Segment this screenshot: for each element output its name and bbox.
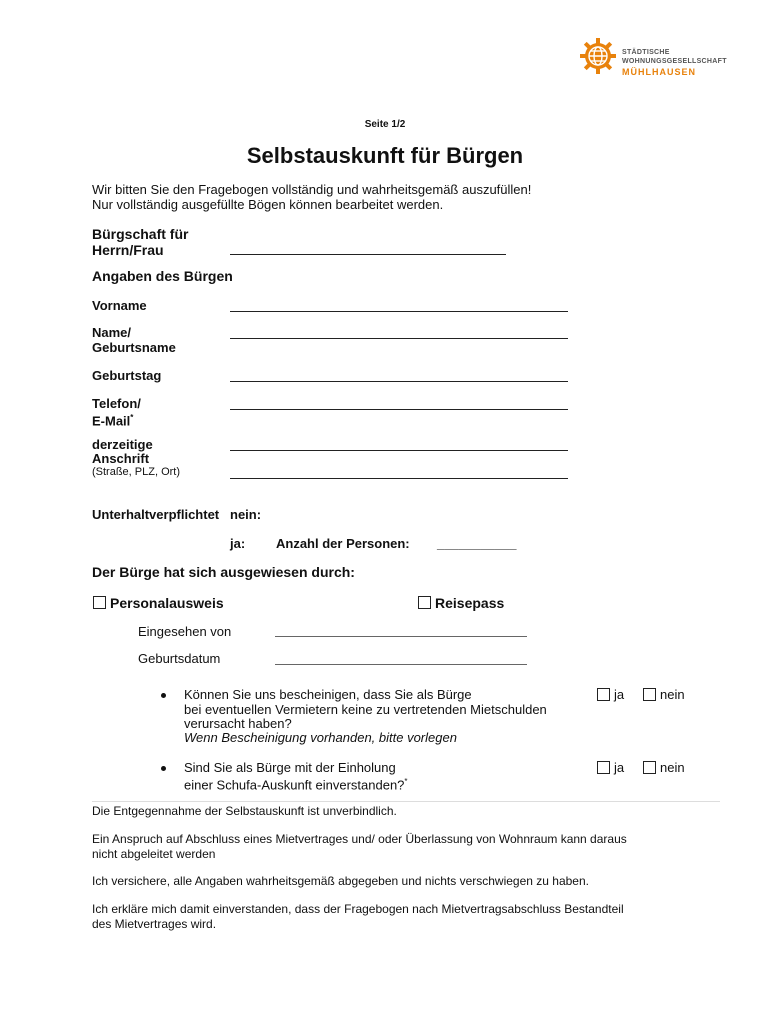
telefon-label-2: E-Mail* <box>92 413 134 429</box>
footer-p2-line-1: Ein Anspruch auf Abschluss eines Mietvertrages und/ oder Überlassung von Wohnraum kann daraus <box>92 832 627 846</box>
bullet-1 <box>161 693 166 698</box>
question-2-line-2: einer Schufa-Auskunft einverstanden?* <box>184 777 408 793</box>
eingesehen-label: Eingesehen von <box>138 624 232 639</box>
question-1-ja-checkbox[interactable] <box>597 688 610 701</box>
logo-line-1: STÄDTISCHE <box>622 49 670 56</box>
question-1-nein-label: nein <box>660 687 685 702</box>
eingesehen-field[interactable] <box>275 636 527 637</box>
reisepass-label: Reisepass <box>435 595 505 611</box>
anschrift-hint: (Straße, PLZ, Ort) <box>92 466 181 478</box>
anschrift-label-2: Anschrift <box>92 451 150 466</box>
unterhalt-nein[interactable]: nein: <box>230 507 262 522</box>
reisepass-checkbox[interactable] <box>418 596 431 609</box>
question-1-line-3: verursacht haben? <box>184 716 292 731</box>
vorname-label: Vorname <box>92 298 147 313</box>
buergschaft-label-1: Bürgschaft für <box>92 226 189 242</box>
page-number: Seite 1/2 <box>364 119 406 130</box>
name-label-1: Name/ <box>92 325 132 340</box>
anschrift-field-2[interactable] <box>230 478 568 479</box>
name-field[interactable] <box>230 338 568 339</box>
question-2-line-1: Sind Sie als Bürge mit der Einholung <box>184 760 396 775</box>
question-2-nein-label: nein <box>660 760 685 775</box>
page-title: Selbstauskunft für Bürgen <box>246 143 524 168</box>
question-2-nein-checkbox[interactable] <box>643 761 656 774</box>
personalausweis-label: Personalausweis <box>110 595 224 611</box>
footer-p3: Ich versichere, alle Angaben wahrheitsgemäß abgegeben und nichts verschwiegen zu haben. <box>92 874 589 888</box>
question-1-nein-checkbox[interactable] <box>643 688 656 701</box>
telefon-footnote-star: * <box>130 413 134 422</box>
logo-line-3: MÜHLHAUSEN <box>622 67 696 77</box>
section-ausgewiesen-heading: Der Bürge hat sich ausgewiesen durch: <box>92 564 355 580</box>
question-1-line-2: bei eventuellen Vermietern keine zu vertretenden Mietschulden <box>184 702 547 717</box>
geburtsdatum-label: Geburtsdatum <box>138 651 221 666</box>
anzahl-personen-field[interactable]: ___________ <box>437 536 517 551</box>
intro-line-2: Nur vollständig ausgefüllte Bögen können bearbeitet werden. <box>92 197 444 212</box>
name-label-2: Geburtsname <box>92 340 176 355</box>
logo-line-2: WOHNUNGSGESELLSCHAFT <box>622 58 727 65</box>
telefon-label-1: Telefon/ <box>92 396 141 411</box>
footer-separator <box>92 801 720 802</box>
geburtstag-field[interactable] <box>230 381 568 382</box>
unterhalt-label: Unterhaltverpflichtet <box>92 507 220 522</box>
personalausweis-checkbox[interactable] <box>93 596 106 609</box>
gear-globe-icon <box>578 36 618 76</box>
geburtsdatum-field[interactable] <box>275 664 527 665</box>
telefon-email-field[interactable] <box>230 409 568 410</box>
anschrift-field-1[interactable] <box>230 450 568 451</box>
footer-p4-line-1: Ich erkläre mich damit einverstanden, dass der Fragebogen nach Mietvertragsabschluss Bestandteil <box>92 902 624 916</box>
question-1-note: Wenn Bescheinigung vorhanden, bitte vorlegen <box>184 730 457 745</box>
question-1-line-1: Können Sie uns bescheinigen, dass Sie als Bürge <box>184 687 472 702</box>
section-angaben-heading: Angaben des Bürgen <box>92 268 233 284</box>
anzahl-personen-label: Anzahl der Personen: <box>276 536 410 551</box>
vorname-field[interactable] <box>230 311 568 312</box>
company-logo <box>578 36 738 82</box>
question-1-ja-label: ja <box>614 687 625 702</box>
question-2-ja-label: ja <box>614 760 625 775</box>
unterhalt-ja[interactable]: ja: <box>230 536 246 551</box>
question-2-ja-checkbox[interactable] <box>597 761 610 774</box>
buergschaft-name-field[interactable] <box>230 254 506 255</box>
footer-p4-line-2: des Mietvertrages wird. <box>92 917 217 931</box>
anschrift-label-1: derzeitige <box>92 437 153 452</box>
footer-p1: Die Entgegennahme der Selbstauskunft ist unverbindlich. <box>92 804 397 818</box>
buergschaft-label-2: Herrn/Frau <box>92 242 164 258</box>
bullet-2 <box>161 766 166 771</box>
intro-line-1: Wir bitten Sie den Fragebogen vollständig und wahrheitsgemäß auszufüllen! <box>92 182 532 197</box>
footer-p2-line-2: nicht abgeleitet werden <box>92 847 216 861</box>
question-2-footnote-star: * <box>404 777 408 786</box>
geburtstag-label: Geburtstag <box>92 368 162 383</box>
